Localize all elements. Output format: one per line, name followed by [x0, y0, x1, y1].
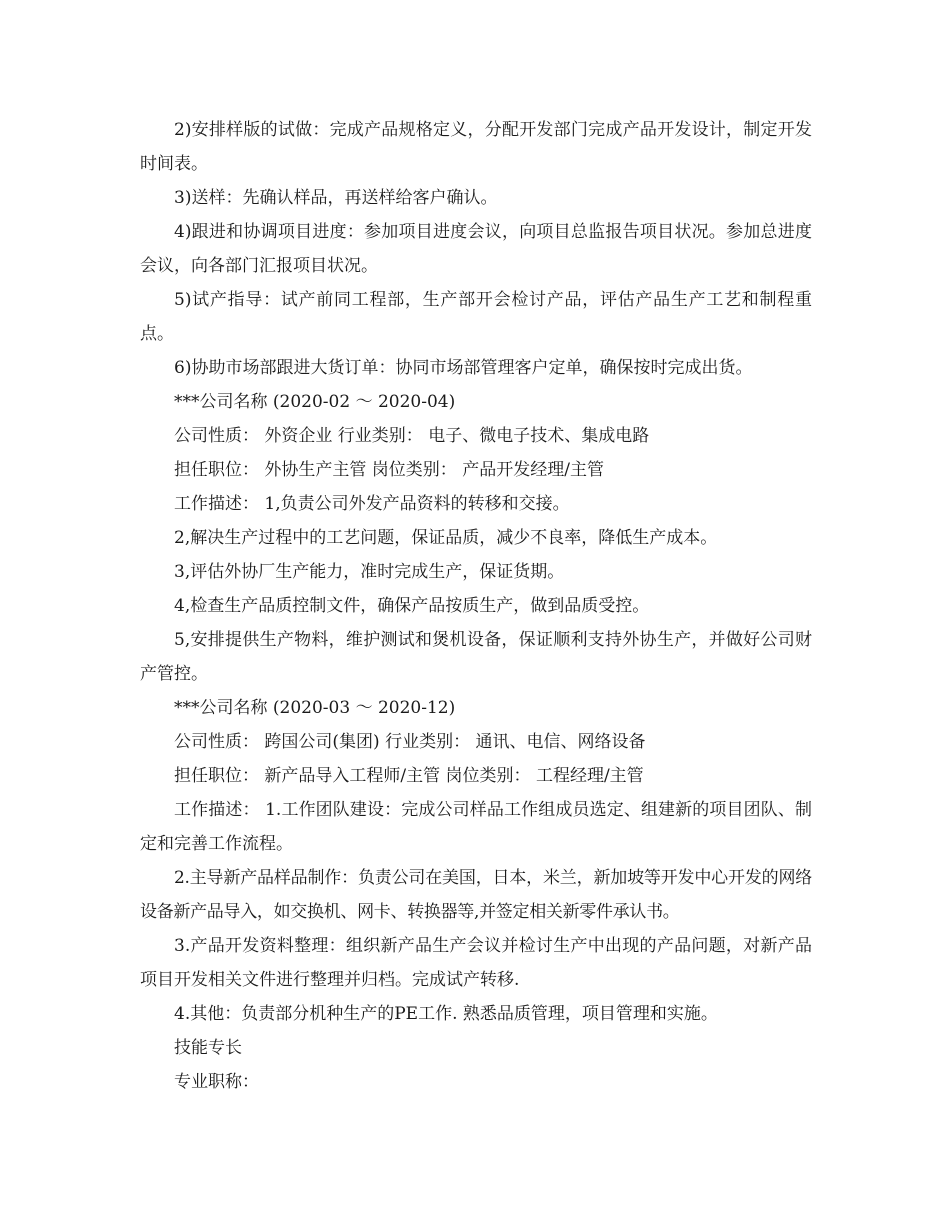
- paragraph-sample-trial: 2)安排样版的试做：完成产品规格定义，分配开发部门完成产品开发设计，制定开发时间表。: [140, 120, 812, 174]
- company-heading-2: ***公司名称 (2020-03 ～ 2020-12): [174, 698, 456, 718]
- paragraph-progress-followup: 4)跟进和协调项目进度：参加项目进度会议，向项目总监报告项目状况。参加总进度会议，向各部门汇报项目状况。: [140, 222, 812, 276]
- company-2-duty-3: 3.产品开发资料整理：组织新产品生产会议并检讨生产中出现的产品问题，对新产品项目开发相关文件进行整理并归档。完成试产转移.: [140, 936, 812, 990]
- company-1-duty-5: 5,安排提供生产物料，维护测试和煲机设备，保证顺利支持外协生产，并做好公司财产管控。: [140, 630, 812, 684]
- company-1-duty-4: 4,检查生产品质控制文件，确保产品按质生产，做到品质受控。: [174, 596, 650, 616]
- company-2-duty-2: 2.主导新产品样品制作：负责公司在美国，日本，米兰，新加坡等开发中心开发的网络设备新产品导入，如交换机、网卡、转换器等,并签定相关新零件承认书。: [140, 868, 812, 922]
- company-1-duty-3: 3,评估外协厂生产能力，准时完成生产，保证货期。: [174, 562, 565, 582]
- company-1-position: 担任职位： 外协生产主管 岗位类别： 产品开发经理/主管: [174, 460, 604, 480]
- paragraph-bulk-orders: 6)协助市场部跟进大货订单：协同市场部管理客户定单，确保按时完成出货。: [174, 358, 753, 378]
- paragraph-send-sample: 3)送样：先确认样品，再送样给客户确认。: [174, 188, 498, 208]
- document-body: [140, 113, 812, 1099]
- company-2-nature: 公司性质： 跨国公司(集团) 行业类别： 通讯、电信、网络设备: [174, 732, 646, 752]
- company-1-description: 工作描述： 1,负责公司外发产品资料的转移和交接。: [174, 494, 570, 514]
- professional-title-label: 专业职称：: [174, 1072, 259, 1092]
- skills-heading: 技能专长: [174, 1038, 242, 1058]
- paragraph-trial-guidance: 5)试产指导：试产前同工程部，生产部开会检讨产品，评估产品生产工艺和制程重点。: [140, 290, 812, 344]
- company-heading-1: ***公司名称 (2020-02 ～ 2020-04): [174, 392, 456, 412]
- company-1-duty-2: 2,解决生产过程中的工艺问题，保证品质，减少不良率，降低生产成本。: [174, 528, 718, 548]
- company-2-position: 担任职位： 新产品导入工程师/主管 岗位类别： 工程经理/主管: [174, 766, 644, 786]
- company-2-description: 工作描述： 1.工作团队建设：完成公司样品工作组成员选定、组建新的项目团队、制定和完善工作流程。: [140, 800, 812, 854]
- company-1-nature: 公司性质： 外资企业 行业类别： 电子、微电子技术、集成电路: [174, 426, 650, 446]
- company-2-duty-4: 4.其他：负责部分机种生产的PE工作. 熟悉品质管理，项目管理和实施。: [174, 1004, 718, 1024]
